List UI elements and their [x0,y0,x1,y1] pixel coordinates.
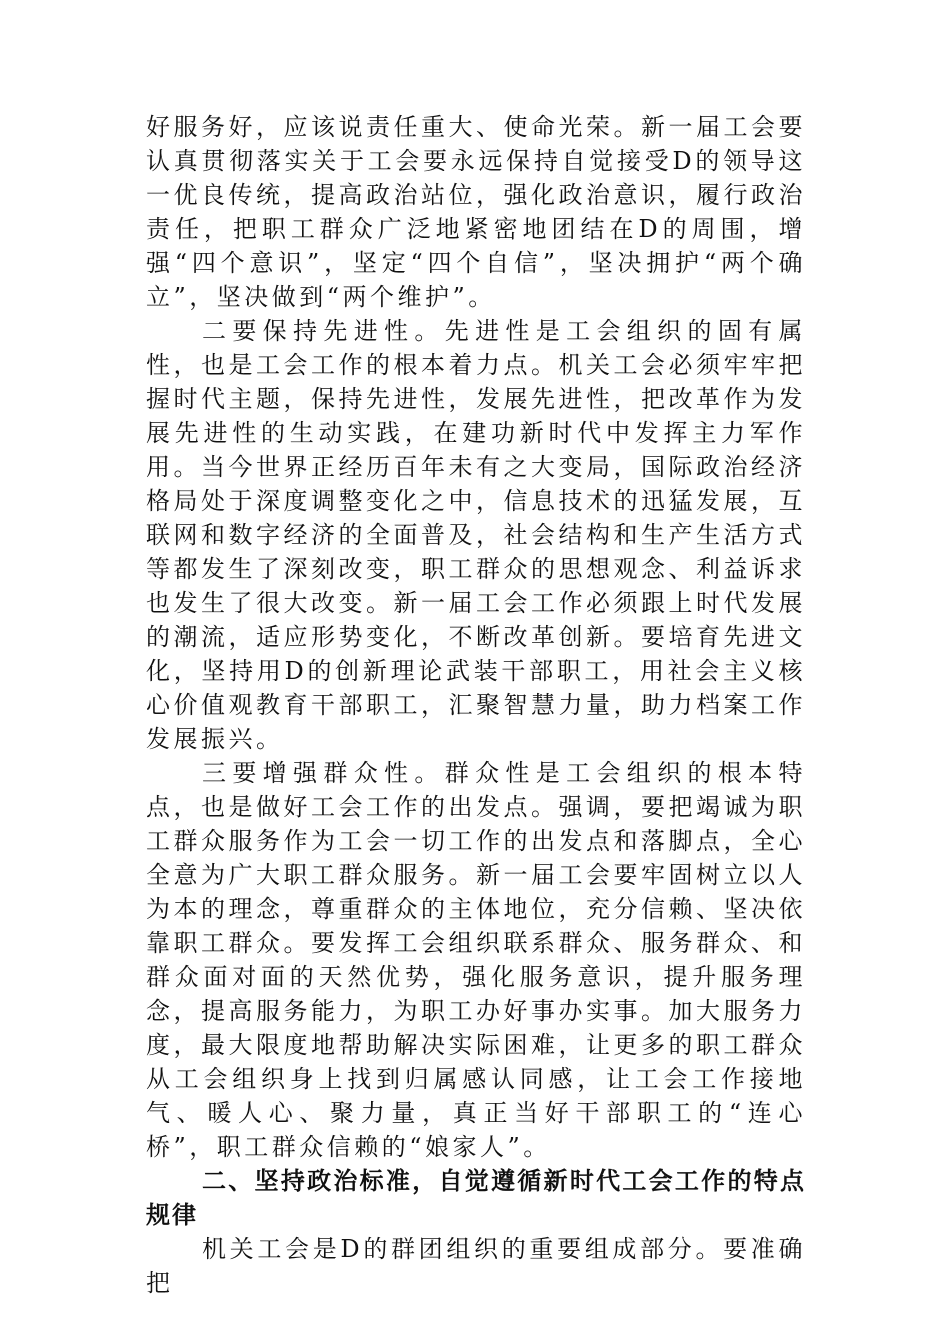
paragraph-mass-nature: 三要增强群众性。群众性是工会组织的根本特点，也是做好工会工作的出发点。强调，要把竭诚为职工群众服务作为工会一切工作的出发点和落脚点，全心全意为广大职工群众服务。新一届工会要牢固树立以人为本的理念，尊重群众的主体地位，充分信赖、坚决依靠职工群众。要发挥工会组织联系群众、服务群众、和群众面对面的天然优势，强化服务意识，提升服务理念，提高服务能力，为职工办好事办实事。加大服务力度，最大限度地帮助解决实际困难，让更多的职工群众从工会组织身上找到归属感认同感，让工会工作接地气、暖人心、聚力量，真正当好干部职工的“连心桥”，职工群众信赖的“娘家人”。 [146,759,806,1161]
document-body [146,110,806,1300]
section-heading-political-standard: 二、坚持政治标准，自觉遵循新时代工会工作的特点规律 [146,1167,806,1229]
paragraph-political-duty-continued: 好服务好，应该说责任重大、使命光荣。新一届工会要认真贯彻落实关于工会要永远保持自觉接受D的领导这一优良传统，提高政治站位，强化政治意识，履行政治责任，把职工群众广泛地紧密地团结在D的周围，增强“四个意识”，坚定“四个自信”，坚决拥护“两个确立”，坚决做到“两个维护”。 [146,113,806,311]
paragraph-advanced-nature: 二要保持先进性。先进性是工会组织的固有属性，也是工会工作的根本着力点。机关工会必须牢牢把握时代主题，保持先进性，发展先进性，把改革作为发展先进性的生动实践，在建功新时代中发挥主力军作用。当今世界正经历百年未有之大变局，国际政治经济格局处于深度调整变化之中，信息技术的迅猛发展，互联网和数字经济的全面普及，社会结构和生产生活方式等都发生了深刻改变，职工群众的思想观念、利益诉求也发生了很大改变。新一届工会工作必须跟上时代发展的潮流，适应形势变化，不断改革创新。要培育先进文化，坚持用D的创新理论武装干部职工，用社会主义核心价值观教育干部职工，汇聚智慧力量，助力档案工作发展振兴。 [146,317,806,753]
paragraph-mass-organization: 机关工会是D的群团组织的重要组成部分。要准确把 [146,1235,806,1297]
